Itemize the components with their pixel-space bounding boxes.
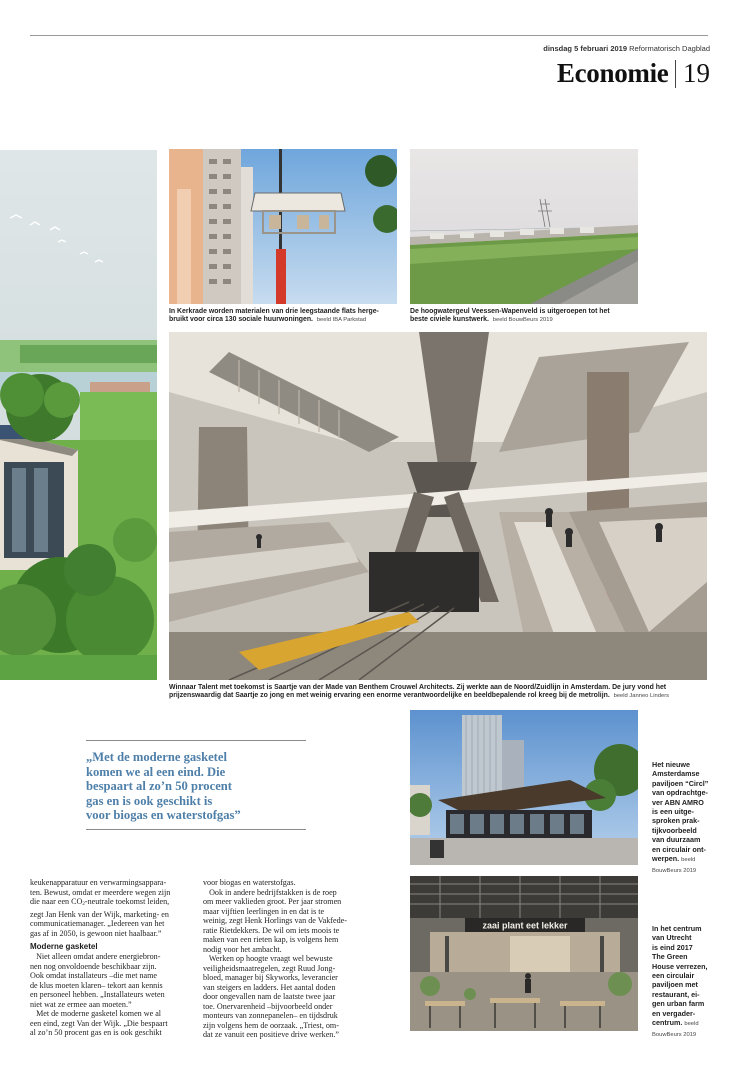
photo-credit: BouwBeurs 2019 [652, 1032, 697, 1039]
metro-station-illustration [169, 332, 707, 680]
article-column-2: voor biogas en waterstofgas. Ook in andere bedrijfstakken is de roep om meer vaklieden groot. Per jaar stromen maar vijftien leerlingen in en dat is te weinig, zegt Henk Horlings van de Vakfede- ratie Rietdekkers. De wil om iets moois te maken van een rieten kap, is volgens hem nodig voor het ambacht. Werken op hoogte vraagt wel bewuste veiligheidsmaatregelen, zegt Ruud Jong- bloed, manager bij Skyworks, leverancier van steigers en ladders. Het aantal doden door ongevallen nam de laatste twee jaar toe. Onervarenheid –bijvoorbeeld onder monteurs van zonnepanelen– en tijdsdruk zijn volgens hem de oorzaak. „Triest, om- dat ze vanuit een positieve drive werken.” [203, 878, 347, 1039]
green-building-photo [0, 150, 157, 680]
green-house-illustration [410, 876, 638, 1031]
section-title: Economie [556, 58, 669, 88]
paper-name: Reformatorisch Dagblad [629, 44, 710, 53]
pull-quote [86, 740, 306, 830]
veessen-caption: De hoogwatergeul Veessen-Wapenveld is uitgeroepen tot het beste civiele kunstwerk. beeld BouwBeurs 2019 [410, 308, 610, 324]
subheading: Moderne gasketel [30, 942, 98, 951]
kerkrade-caption: In Kerkrade worden materialen van drie leegstaande flats herge- bruikt voor circa 130 sociale huurwoningen. beeld IBA Parkstad [169, 308, 379, 324]
pull-quote-text: „Met de moderne gasketel komen we al een eind. Die bespaart al zo’n 50 procent gas en is ook geschikt is voor biogas en waterstofgas” [86, 750, 241, 822]
top-rule [30, 35, 708, 36]
photo-credit: BouwBeurs 2019 [652, 868, 697, 875]
masthead-date: dinsdag 5 februari 2019 Reformatorisch Dagblad [543, 44, 710, 53]
kerkrade-flats-photo [169, 149, 397, 304]
veessen-floodway-photo [410, 149, 638, 304]
green-house-photo [410, 876, 638, 1031]
section-divider [675, 60, 677, 88]
kerkrade-illustration [169, 149, 397, 304]
circl-pavilion-photo [410, 710, 638, 865]
photo-credit: beeld Janneo Linders [613, 693, 670, 700]
article-column-1: keukenapparatuur en verwarmingsappara- ten. Bewust, omdat er meerdere wegen zijn die naar een $CO_2$-neutrale toekomst leiden, zegt Jan Henk van der Wijk, marketing- en communicatiemanager. „Iedereen van het gas af in 2050, is gewoon niet haalbaar.” Moderne gasketel Niet alleen omdat andere energiebron- nen nog onvoldoende beschikbaar zijn. Ook omdat installateurs –die met name de klus moeten klaren– tekort aan kennis en personeel hebben. „Installateurs weten niet wat ze ermee aan moeten.” Met de moderne gasketel komen we al een eind, zegt Van der Wijk. „Die bespaart al zo’n 50 procent gas en is ook geschikt [30, 878, 200, 1038]
page-number: 19 [683, 58, 710, 88]
green-house-caption: In het centrum van Utrecht is eind 2017 The Green House verrezen, een circulair paviljoen met restaurant, ei- gen urban farm en vergader- centrum. beeld BouwBeurs 2019 [652, 924, 708, 1039]
green-building-illustration [0, 150, 157, 680]
section-header [557, 58, 710, 89]
restaurant-sign: zaai plant eet lekker [482, 920, 568, 931]
circl-illustration [410, 710, 638, 865]
veessen-illustration [410, 149, 638, 304]
station-caption: Winnaar Talent met toekomst is Saartje van der Made van Benthem Crouwel Architects. Zij werkte aan de Noord/Zuidlijn in Amsterdam. De jury vond het prijzenswaardig dat Saartje zo jong en met weinig ervaring een enorme verantwoordelijke en beeldbepalende rol kreeg bij de metrolijn. beeld Janneo Linders [169, 684, 670, 700]
photo-credit: beeld IBA Parkstad [316, 317, 367, 324]
circl-caption: Het nieuwe Amsterdamse paviljoen “Circl” van opdrachtge- ver ABN AMRO is een uitge- sproken prak- tijkvoorbeeld van duurzaam en circulair ont- werpen. beeld BouwBeurs 2019 [652, 760, 709, 875]
metro-station-photo [169, 332, 707, 680]
photo-credit: beeld BouwBeurs 2019 [492, 317, 553, 324]
